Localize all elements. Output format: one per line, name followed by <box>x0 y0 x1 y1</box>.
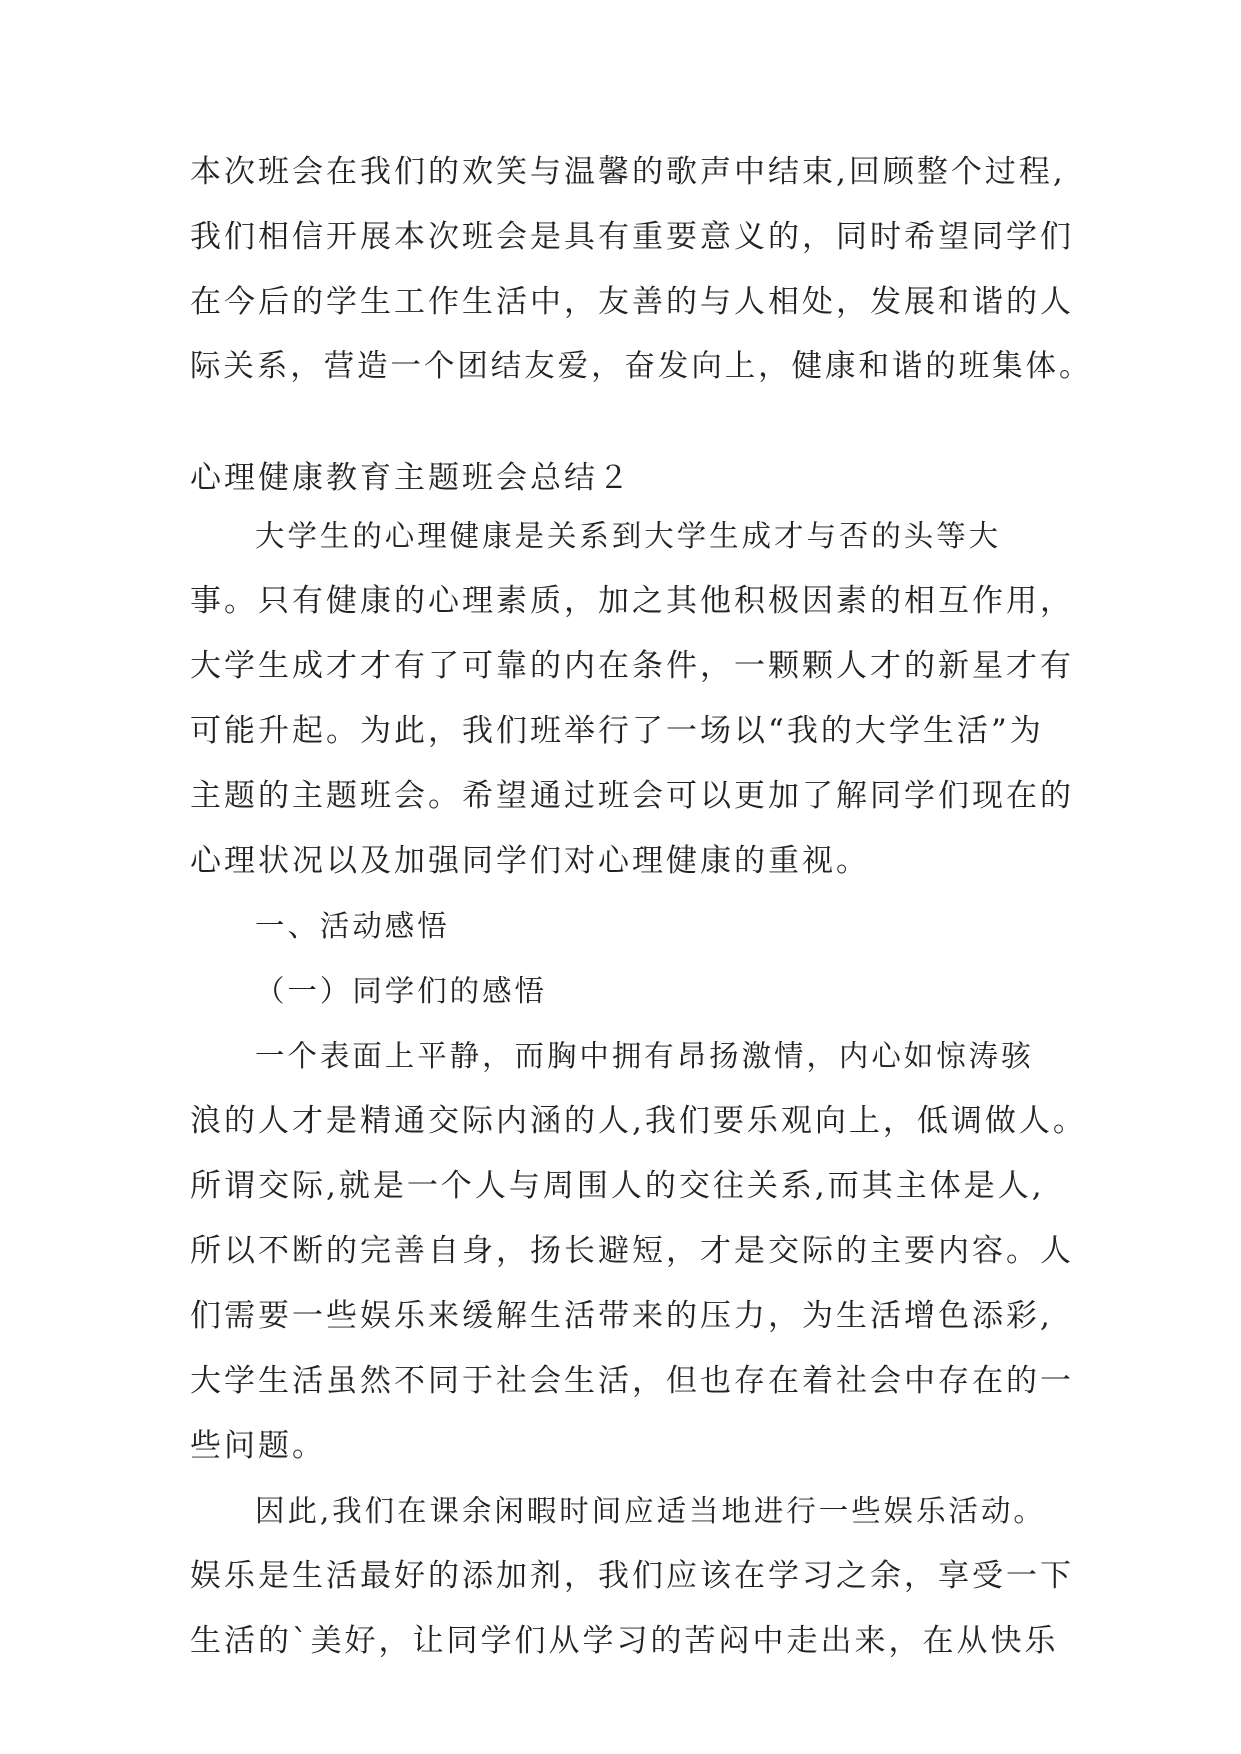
paragraph-line: 一个表面上平静，而胸中拥有昂扬激情，内心如惊涛骇 <box>255 1039 1034 1073</box>
paragraph-line: 在今后的学生工作生活中，友善的与人相处，发展和谐的人 <box>190 284 1074 320</box>
paragraph-line: 所以不断的完善自身，扬长避短，才是交际的主要内容。人 <box>190 1233 1074 1269</box>
paragraph-line: 些问题。 <box>190 1428 326 1464</box>
paragraph-line: 们需要一些娱乐来缓解生活带来的压力，为生活增色添彩, <box>190 1298 1053 1334</box>
paragraph-line: 因此,我们在课余闲暇时间应适当地进行一些娱乐活动。 <box>255 1494 1046 1528</box>
subheading: （一）同学们的感悟 <box>255 974 547 1008</box>
paragraph-line: 大学生的心理健康是关系到大学生成才与否的头等大 <box>255 519 1002 553</box>
paragraph-line: 大学生成才才有了可靠的内在条件，一颗颗人才的新星才有 <box>190 648 1074 684</box>
paragraph-line: 浪的人才是精通交际内涵的人,我们要乐观向上，低调做人。 <box>190 1103 1087 1139</box>
paragraph-line: 事。只有健康的心理素质，加之其他积极因素的相互作用， <box>190 583 1074 619</box>
paragraph-line: 生活的`美好，让同学们从学习的苦闷中走出来，在从快乐 <box>190 1623 1059 1659</box>
subheading: 一、活动感悟 <box>255 909 450 943</box>
paragraph-line: 主题的主题班会。希望通过班会可以更加了解同学们现在的 <box>190 778 1074 814</box>
paragraph-line: 大学生活虽然不同于社会生活，但也存在着社会中存在的一 <box>190 1363 1074 1399</box>
paragraph-line: 心理状况以及加强同学们对心理健康的重视。 <box>190 843 870 879</box>
section-heading: 心理健康教育主题班会总结２ <box>190 460 632 496</box>
paragraph-line: 本次班会在我们的欢笑与温馨的歌声中结束,回顾整个过程, <box>190 154 1066 190</box>
paragraph-line: 我们相信开展本次班会是具有重要意义的，同时希望同学们 <box>190 219 1074 255</box>
paragraph-line: 际关系，营造一个团结友爱，奋发向上，健康和谐的班集体。 <box>190 349 1093 384</box>
paragraph-line: 所谓交际,就是一个人与周围人的交往关系,而其主体是人, <box>190 1168 1045 1204</box>
paragraph-line: 娱乐是生活最好的添加剂，我们应该在学习之余，享受一下 <box>190 1558 1074 1594</box>
paragraph-line: 可能升起。为此，我们班举行了一场以“我的大学生活”为 <box>190 713 1044 749</box>
